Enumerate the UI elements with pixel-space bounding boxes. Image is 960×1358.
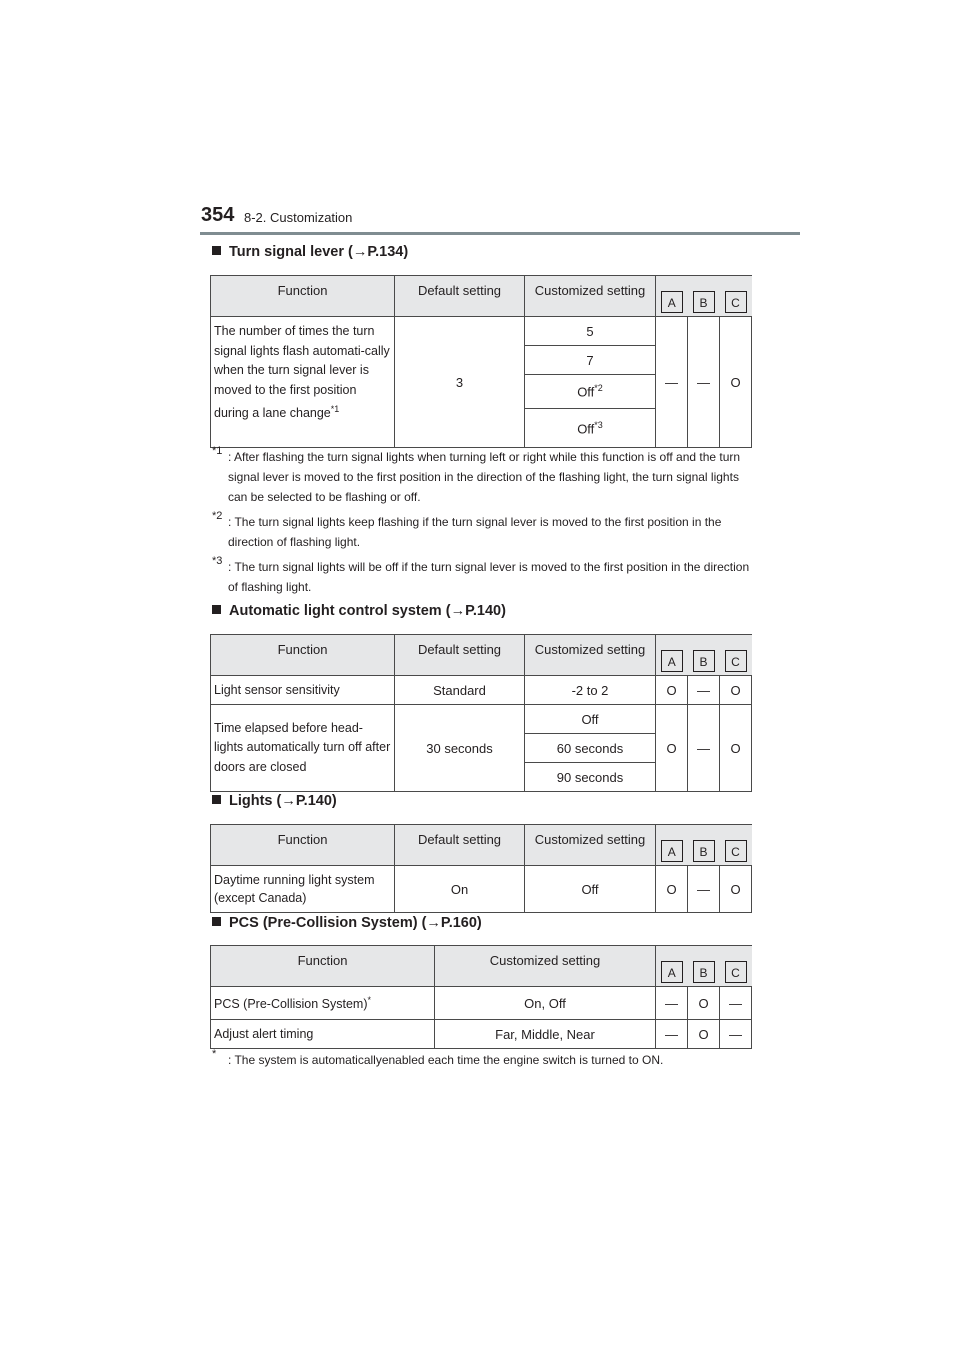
arrow-icon: → bbox=[281, 793, 296, 809]
a-cell: — bbox=[656, 317, 688, 448]
col-c: C bbox=[720, 635, 752, 676]
page-ref-link[interactable]: P.134) bbox=[367, 244, 409, 260]
table-row bbox=[211, 317, 752, 346]
b-cell: — bbox=[688, 676, 720, 705]
col-a: A bbox=[656, 825, 688, 866]
footnote: *1 : After flashing the turn signal lights when turning left or right while this function is off and the turn signal lever is moved to the first position in the direction of the flashing light, the turn signal lights can be selected to be flashing or off. bbox=[212, 445, 741, 504]
chapter-title: 8-2. Customization bbox=[244, 210, 353, 225]
pcs-table bbox=[210, 945, 752, 1049]
bullet-square-icon bbox=[212, 246, 221, 255]
table-header-row bbox=[211, 946, 752, 987]
table-row bbox=[211, 987, 752, 1020]
c-cell: O bbox=[720, 705, 752, 792]
option-cell: 5 bbox=[525, 317, 656, 346]
auto-light-table bbox=[210, 634, 752, 792]
section-title: Automatic light control system ( bbox=[229, 603, 451, 619]
option-cell: 7 bbox=[525, 346, 656, 375]
col-custom: Customized setting bbox=[525, 276, 656, 317]
b-cell: — bbox=[688, 866, 720, 913]
a-cell: — bbox=[656, 1020, 688, 1049]
bullet-square-icon bbox=[212, 917, 221, 926]
function-cell: The number of times the turn signal lights flash automati-cally when the turn signal lever is moved to the first position during a lane change$^{*1}$ bbox=[211, 317, 395, 448]
col-function: Function bbox=[211, 635, 395, 676]
section-heading-turn-signal bbox=[212, 244, 408, 260]
bullet-square-icon bbox=[212, 605, 221, 614]
b-cell: O bbox=[688, 987, 720, 1020]
function-cell: Time elapsed before head-lights automatically turn off after doors are closed bbox=[211, 705, 395, 792]
c-cell: O bbox=[720, 866, 752, 913]
col-a: A bbox=[656, 946, 688, 987]
col-b: B bbox=[688, 825, 720, 866]
a-cell: O bbox=[656, 676, 688, 705]
default-cell: Standard bbox=[395, 676, 525, 705]
col-custom: Customized setting bbox=[525, 635, 656, 676]
section-heading-lights bbox=[212, 793, 337, 809]
col-c: C bbox=[720, 946, 752, 987]
default-cell: On bbox=[395, 866, 525, 913]
function-cell: Adjust alert timing bbox=[211, 1020, 435, 1049]
col-default: Default setting bbox=[395, 825, 525, 866]
custom-cell: Far, Middle, Near bbox=[435, 1020, 656, 1049]
b-cell: O bbox=[688, 1020, 720, 1049]
custom-cell: -2 to 2 bbox=[525, 676, 656, 705]
section-heading-auto-light bbox=[212, 603, 506, 619]
default-cell: 30 seconds bbox=[395, 705, 525, 792]
col-b: B bbox=[688, 946, 720, 987]
c-cell: — bbox=[720, 987, 752, 1020]
page-ref-link[interactable]: P.140) bbox=[465, 603, 506, 619]
arrow-icon: → bbox=[352, 244, 368, 260]
option-cell: Off$^{*2}$ bbox=[525, 375, 656, 409]
col-function: Function bbox=[211, 946, 435, 987]
arrow-icon: → bbox=[450, 603, 466, 619]
option-cell: 90 seconds bbox=[525, 763, 656, 792]
section-title: PCS (Pre-Collision System) ( bbox=[229, 915, 427, 931]
page-ref-link[interactable]: P.140) bbox=[295, 793, 337, 809]
col-b: B bbox=[688, 635, 720, 676]
c-cell: O bbox=[720, 317, 752, 448]
col-custom: Customized setting bbox=[435, 946, 656, 987]
footnote: *3 : The turn signal lights will be off if the turn signal lever is moved to the first position in the direction of flashing light. bbox=[212, 555, 750, 594]
a-cell: O bbox=[656, 705, 688, 792]
default-cell: 3 bbox=[395, 317, 525, 448]
col-b: B bbox=[688, 276, 720, 317]
b-cell: — bbox=[688, 317, 720, 448]
b-cell: — bbox=[688, 705, 720, 792]
col-c: C bbox=[720, 825, 752, 866]
table-header-row bbox=[211, 825, 752, 866]
col-function: Function bbox=[211, 825, 395, 866]
footnote: * : The system is automaticallyenabled each time the engine switch is turned to ON. bbox=[212, 1048, 664, 1067]
table-header-row bbox=[211, 276, 752, 317]
col-function: Function bbox=[211, 276, 395, 317]
c-cell: O bbox=[720, 676, 752, 705]
c-cell: — bbox=[720, 1020, 752, 1049]
turn-signal-table bbox=[210, 275, 752, 448]
function-cell: Light sensor sensitivity bbox=[211, 676, 395, 705]
section-heading-pcs bbox=[212, 915, 482, 931]
function-cell: Daytime running light system (except Canada) bbox=[211, 866, 395, 913]
col-a: A bbox=[656, 635, 688, 676]
col-default: Default setting bbox=[395, 276, 525, 317]
table-row bbox=[211, 705, 752, 734]
lights-table bbox=[210, 824, 752, 913]
col-default: Default setting bbox=[395, 635, 525, 676]
col-c: C bbox=[720, 276, 752, 317]
table-header-row bbox=[211, 635, 752, 676]
option-cell: Off$^{*3}$ bbox=[525, 409, 656, 448]
arrow-icon: → bbox=[426, 915, 441, 931]
a-cell: — bbox=[656, 987, 688, 1020]
function-cell: PCS (Pre-Collision System)* bbox=[211, 987, 435, 1020]
custom-cell: On, Off bbox=[435, 987, 656, 1020]
a-cell: O bbox=[656, 866, 688, 913]
footnote: *2 : The turn signal lights keep flashing if the turn signal lever is moved to the first position in the direction of flashing light. bbox=[212, 510, 722, 549]
custom-cell: Off bbox=[525, 866, 656, 913]
page-number: 354 bbox=[201, 204, 235, 226]
col-a: A bbox=[656, 276, 688, 317]
table-row bbox=[211, 1020, 752, 1049]
header-rule bbox=[200, 232, 800, 235]
table-row bbox=[211, 676, 752, 705]
section-title: Lights ( bbox=[229, 793, 282, 809]
option-cell: Off bbox=[525, 705, 656, 734]
bullet-square-icon bbox=[212, 795, 221, 804]
col-custom: Customized setting bbox=[525, 825, 656, 866]
table-row bbox=[211, 866, 752, 913]
option-cell: 60 seconds bbox=[525, 734, 656, 763]
section-title: Turn signal lever ( bbox=[229, 244, 353, 260]
page-ref-link[interactable]: P.160) bbox=[440, 915, 482, 931]
